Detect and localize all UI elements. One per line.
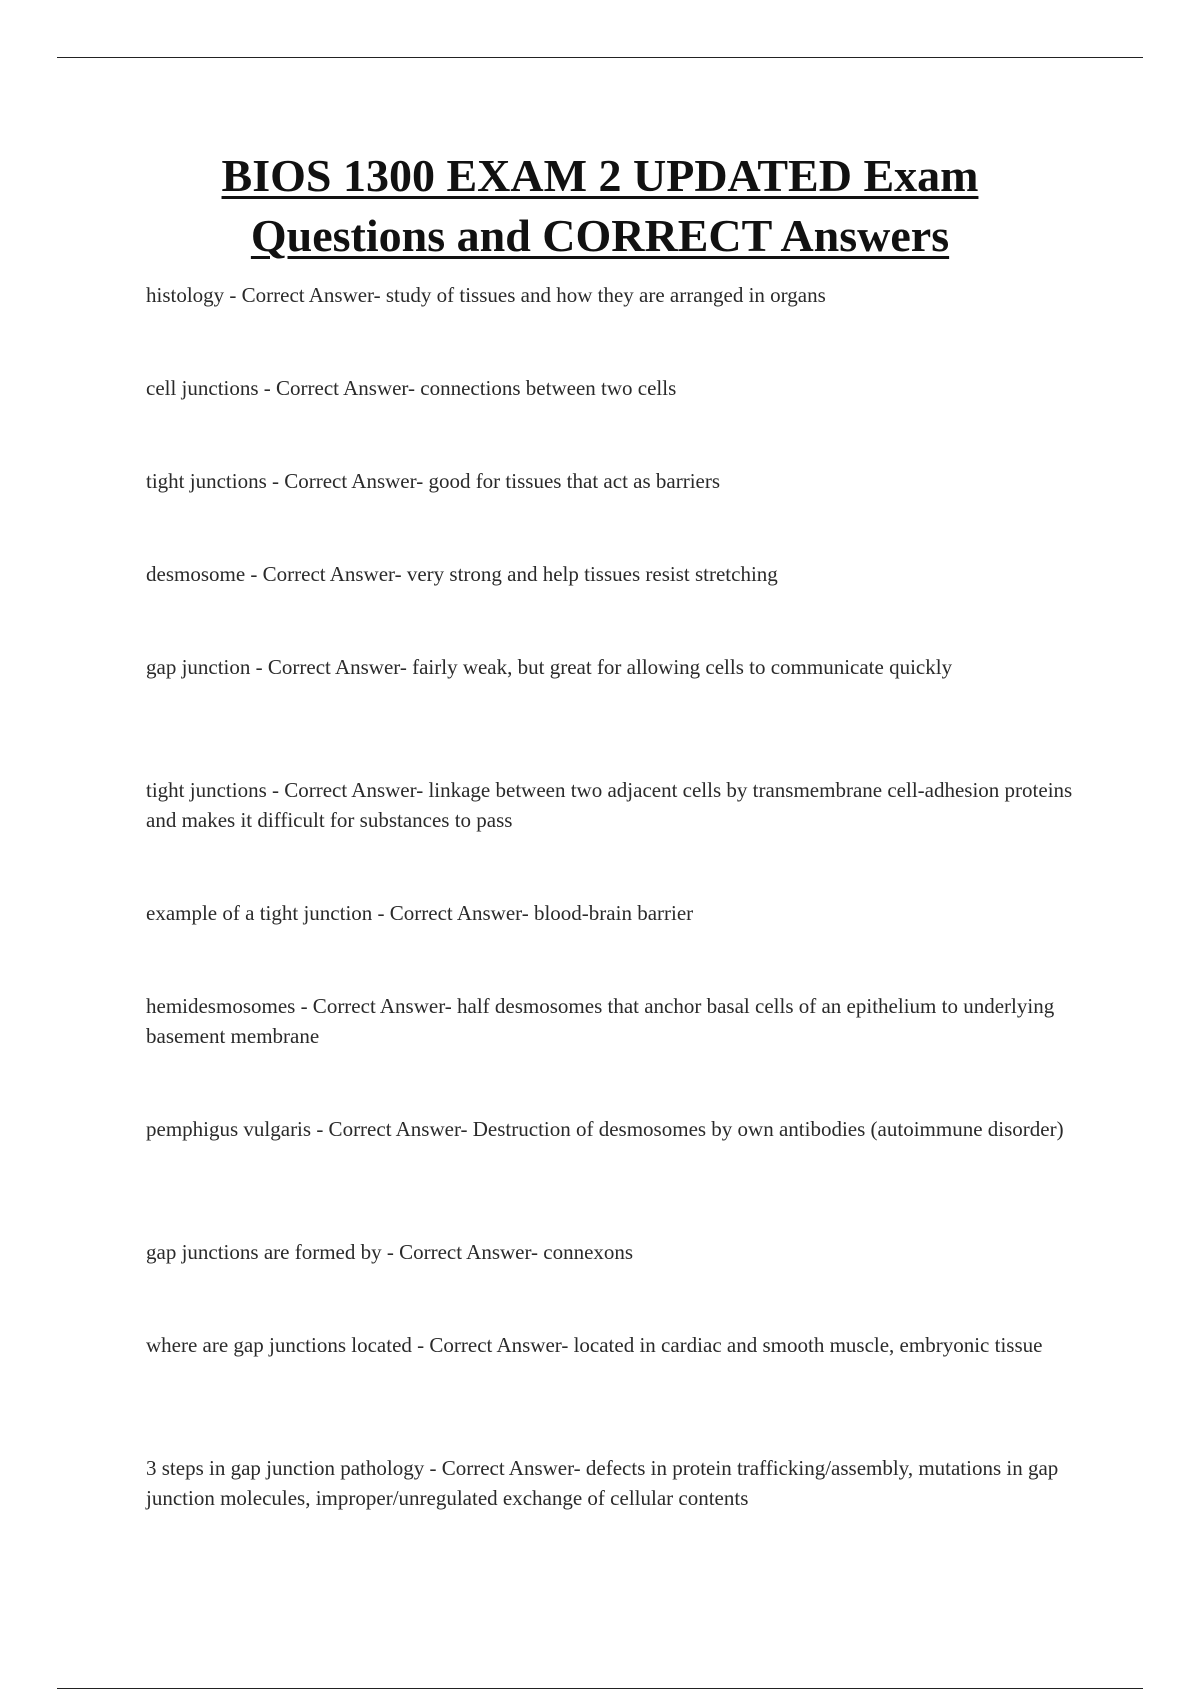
title-line-1: BIOS 1300 EXAM 2 UPDATED Exam <box>221 150 979 201</box>
qa-item: pemphigus vulgaris - Correct Answer- Destruction of desmosomes by own antibodies (autoimmune disorder) <box>146 1117 1064 1141</box>
qa-item: hemidesmosomes - Correct Answer- half desmosomes that anchor basal cells of an epithelium to underlying basement membrane <box>146 994 1055 1048</box>
qa-item: example of a tight junction - Correct Answer- blood-brain barrier <box>146 901 694 925</box>
qa-list <box>146 280 1076 1576</box>
qa-item: histology - Correct Answer- study of tissues and how they are arranged in organs <box>146 283 826 307</box>
qa-item: gap junction - Correct Answer- fairly weak, but great for allowing cells to communicate quickly <box>146 655 953 679</box>
document-title <box>0 146 1200 266</box>
title-line-2: Questions and CORRECT Answers <box>250 210 950 261</box>
qa-item: gap junctions are formed by - Correct Answer- connexons <box>146 1240 634 1264</box>
qa-item: 3 steps in gap junction pathology - Correct Answer- defects in protein trafficking/assembly, mutations in gap junction molecules, improper/unregulated exchange of cellular contents <box>146 1456 1059 1510</box>
qa-item: tight junctions - Correct Answer- good for tissues that act as barriers <box>146 469 721 493</box>
bottom-divider <box>57 1688 1143 1689</box>
top-divider <box>57 57 1143 58</box>
qa-item: cell junctions - Correct Answer- connections between two cells <box>146 376 677 400</box>
qa-item: desmosome - Correct Answer- very strong and help tissues resist stretching <box>146 562 778 586</box>
qa-item: where are gap junctions located - Correct Answer- located in cardiac and smooth muscle, embryonic tissue <box>146 1333 1043 1357</box>
qa-item: tight junctions - Correct Answer- linkage between two adjacent cells by transmembrane cell-adhesion proteins and makes it difficult for substances to pass <box>146 778 1073 832</box>
